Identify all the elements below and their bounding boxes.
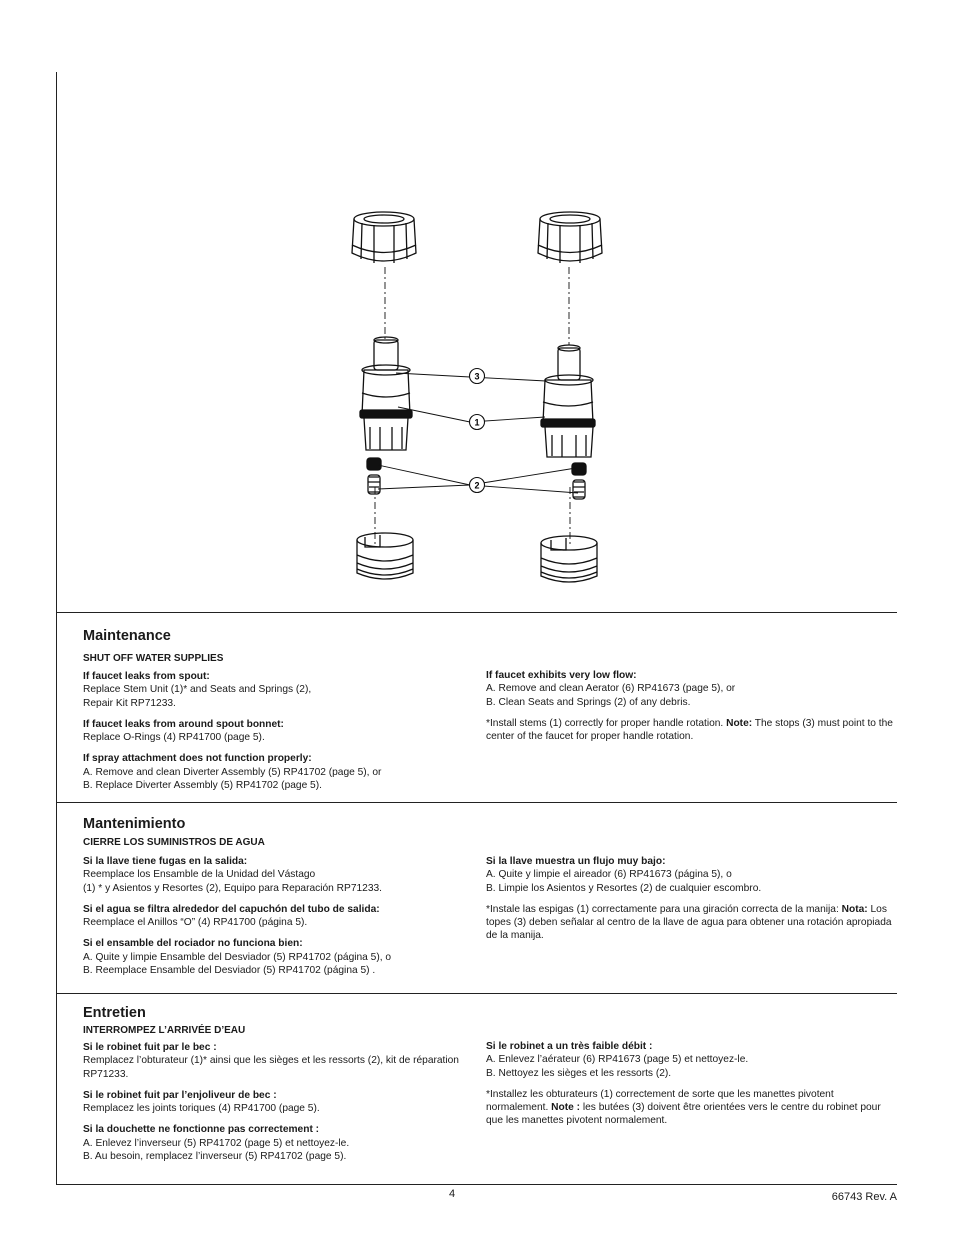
callout-3: [470, 369, 485, 384]
right-column: [486, 669, 896, 743]
instruction-item: Si el agua se filtra alrededor del capuchón del tubo de salida: Reemplace el Anillos “O” (4) RP41700 (página 5).: [83, 903, 380, 929]
document-number: 66743 Rev. A: [831, 1191, 897, 1203]
instruction-item: Si le robinet fuit par l’enjoliveur de bec : Remplacez les joints toriques (4) RP41700 (page 5).: [83, 1089, 320, 1115]
callout-1: [470, 415, 485, 430]
callout-2: [470, 478, 485, 493]
bonnet-nut-left: [352, 212, 416, 263]
divider-maintenance: [56, 612, 897, 613]
install-note: *Instale las espigas (1) correctamente para una giración correcta de la manija: Nota: Los topes (3) deben señalar al centro de la llave de agua para obtener una rotación apropiada de la manija.: [486, 903, 892, 942]
instruction-item: Si la douchette ne fonctionne pas correctement : A. Enlevez l’inverseur (5) RP41702 (page 5) et nettoyez-le. B. Au besoin, remplacez l’inverseur (5) RP41702 (page 5).: [83, 1124, 350, 1163]
instruction-item: If faucet leaks from spout: Replace Stem Unit (1)* and Seats and Springs (2), Repair Kit RP71233.: [83, 671, 312, 709]
install-note: *Install stems (1) correctly for proper handle rotation. Note: The stops (3) must point to the center of the faucet for proper handle rotation.: [486, 717, 893, 743]
left-column: [83, 670, 463, 800]
base-adapter-right: [541, 536, 597, 582]
left-column: [83, 855, 463, 985]
left-column: [83, 1041, 463, 1171]
section-subtitle: INTERROMPEZ L’ARRIVÉE D’EAU: [83, 1025, 246, 1036]
instruction-item: Si la llave tiene fugas en la salida: Reemplace los Ensamble de la Unidad del Vástago (1) * y Asientos y Resortes (2), Equipo para Reparación RP71233.: [83, 856, 382, 894]
stem-unit-left: [360, 337, 412, 450]
right-column: [486, 855, 896, 943]
instruction-item: If faucet leaks from around spout bonnet: Replace O-Rings (4) RP41700 (page 5).: [83, 718, 284, 744]
divider-mantenimiento: [56, 802, 897, 803]
left-border-line: [56, 72, 57, 1184]
right-column: [486, 1040, 896, 1128]
stem-unit-right: [541, 345, 595, 457]
exploded-parts-diagram: [340, 205, 630, 590]
instruction-item: If faucet exhibits very low flow: A. Remove and clean Aerator (6) RP41673 (page 5), or B. Clean Seats and Springs (2) of any debris.: [486, 670, 736, 708]
page-number: 4: [449, 1188, 456, 1200]
section-subtitle: CIERRE LOS SUMINISTROS DE AGUA: [83, 837, 265, 848]
base-adapter-left: [357, 533, 413, 579]
instruction-item: If spray attachment does not function properly: A. Remove and clean Diverter Assembly (5) RP41702 (page 5), or B. Replace Diverter Assembly (5) RP41702 (page 5).: [83, 753, 382, 792]
divider-entretien: [56, 993, 897, 994]
section-title: Entretien: [83, 1005, 146, 1021]
svg-text:3: 3: [474, 371, 480, 382]
svg-text:2: 2: [474, 480, 480, 491]
svg-text:1: 1: [474, 417, 480, 428]
divider-footer: [56, 1184, 897, 1185]
instruction-item: Si la llave muestra un flujo muy bajo: A. Quite y limpie el aireador (6) RP41673 (página 5), o B. Limpie los Asientos y Resortes (2) de cualquier escombro.: [486, 856, 762, 894]
section-title: Maintenance: [83, 628, 171, 644]
instruction-item: Si le robinet fuit par le bec : Remplacez l’obturateur (1)* ainsi que les sièges et les ressorts (2), kit de réparation RP71233.: [83, 1042, 459, 1080]
bonnet-nut-right: [538, 212, 602, 263]
instruction-item: Si el ensamble del rociador no funciona bien: A. Quite y limpie Ensamble del Desviador (5) RP41702 (página 5), o B. Reemplace Ensamble del Desviador (5) RP41702 (página 5) .: [83, 938, 392, 977]
instruction-item: Si le robinet a un très faible débit : A. Enlevez l’aérateur (6) RP41673 (page 5) et nettoyez-le. B. Nettoyez les sièges et les ressorts (2).: [486, 1041, 749, 1079]
install-note: *Installez les obturateurs (1) correctement de sorte que les manettes pivotent normalement. Note : les butées (3) doivent être orientées vers le centre du robinet pour que les manettes pivotent normalement.: [486, 1088, 881, 1127]
section-title: Mantenimiento: [83, 816, 186, 832]
section-subtitle: SHUT OFF WATER SUPPLIES: [83, 653, 224, 664]
section-mantenimiento: [83, 816, 895, 988]
section-entretien: [83, 1005, 895, 1180]
section-maintenance: [83, 628, 895, 798]
